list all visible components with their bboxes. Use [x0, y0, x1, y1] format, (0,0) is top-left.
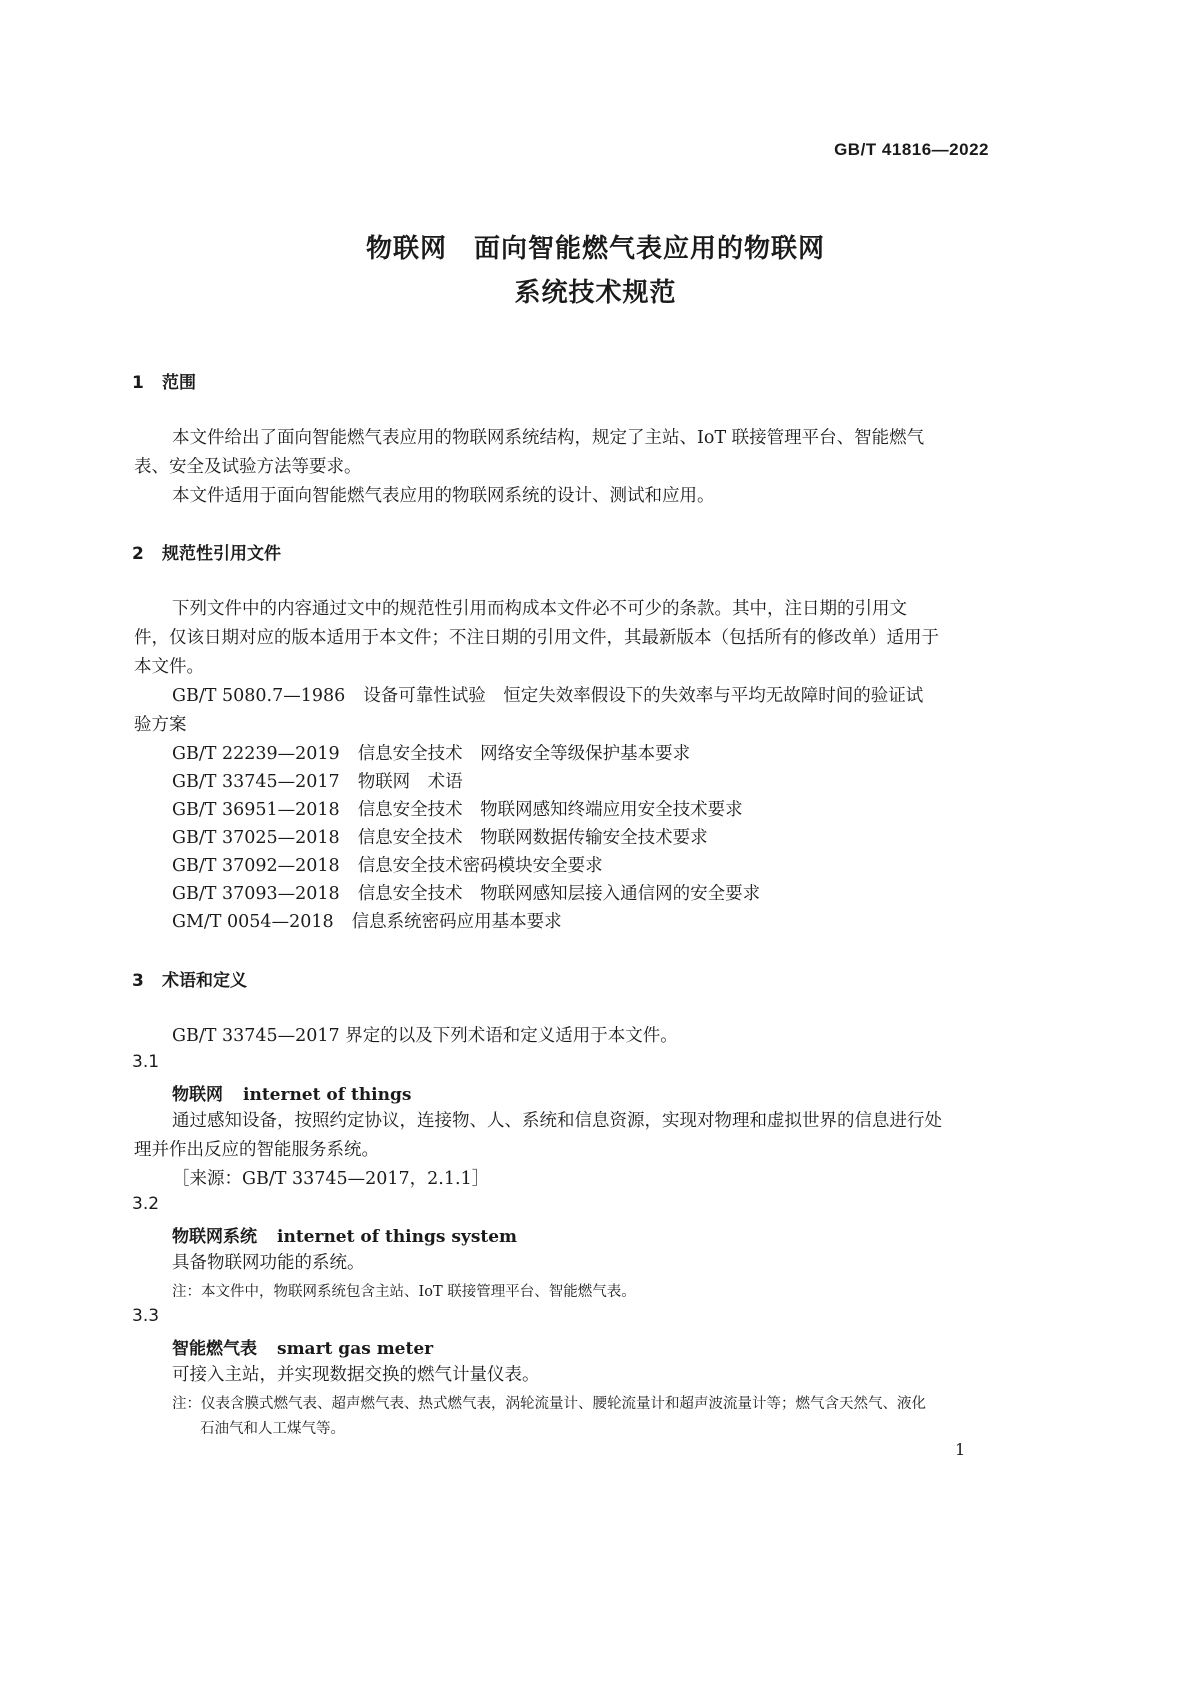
- reference-code: GB/T 22239—2019: [172, 744, 340, 764]
- reference-title: 物联网 术语: [357, 772, 463, 792]
- paragraph: 本文件。: [134, 657, 204, 677]
- page-number: 1: [955, 1440, 966, 1459]
- term-number: 3.2: [132, 1194, 160, 1214]
- term-source: ［来源：GB/T 33745—2017，2.1.1］: [172, 1169, 490, 1189]
- reference-code: GB/T 37093—2018: [172, 884, 340, 904]
- paragraph: 下列文件中的内容通过文中的规范性引用而构成本文件必不可少的条款。其中，注日期的引用文: [172, 599, 907, 619]
- reference-code: GB/T 37092—2018: [172, 856, 340, 876]
- paragraph: 本文件适用于面向智能燃气表应用的物联网系统的设计、测试和应用。: [172, 486, 715, 506]
- reference-code: GB/T 36951—2018: [172, 800, 340, 820]
- document-title-line2: 系统技术规范: [514, 278, 677, 308]
- reference-item: [172, 880, 760, 905]
- section-title: 术语和定义: [162, 971, 247, 991]
- reference-item: [172, 796, 743, 821]
- reference-item: [172, 852, 603, 877]
- reference-title: 信息系统密码应用基本要求: [351, 912, 562, 932]
- term-definition: 通过感知设备，按照约定协议，连接物、人、系统和信息资源，实现对物理和虚拟世界的信息进行处: [172, 1111, 942, 1131]
- reference-title-continued: 验方案: [134, 715, 187, 735]
- term-note-continued: 石油气和人工煤气等。: [200, 1421, 345, 1437]
- reference-item: [172, 908, 562, 933]
- document-title-line1: 物联网 面向智能燃气表应用的物联网: [365, 234, 825, 264]
- reference-code: GB/T 5080.7—1986: [172, 686, 346, 706]
- reference-item: [172, 768, 463, 793]
- term-english: smart gas meter: [277, 1339, 434, 1359]
- term-heading: [172, 1334, 433, 1359]
- term-number: 3.1: [132, 1052, 160, 1072]
- reference-title: 设备可靠性试验 恒定失效率假设下的失效率与平均无故障时间的验证试: [363, 686, 924, 706]
- term-chinese: 智能燃气表: [172, 1339, 257, 1359]
- paragraph: 表、安全及试验方法等要求。: [134, 457, 362, 477]
- term-english: internet of things system: [277, 1227, 518, 1247]
- term-heading: [172, 1222, 517, 1247]
- section-title: 规范性引用文件: [162, 544, 281, 564]
- term-definition: 具备物联网功能的系统。: [172, 1253, 365, 1273]
- term-english: internet of things: [243, 1085, 412, 1105]
- section-2-heading: [132, 539, 281, 564]
- reference-title: 信息安全技术 物联网感知层接入通信网的安全要求: [357, 884, 761, 904]
- term-note: 注：本文件中，物联网系统包含主站、IoT 联接管理平台、智能燃气表。: [172, 1284, 636, 1300]
- term-definition: 可接入主站，并实现数据交换的燃气计量仪表。: [172, 1365, 540, 1385]
- reference-title: 信息安全技术 物联网数据传输安全技术要求: [357, 828, 708, 848]
- section-1-heading: [132, 368, 196, 393]
- reference-code: GM/T 0054—2018: [172, 912, 334, 932]
- reference-item: [172, 740, 690, 765]
- term-chinese: 物联网: [172, 1085, 223, 1105]
- paragraph: 本文件给出了面向智能燃气表应用的物联网系统结构，规定了主站、IoT 联接管理平台、智能燃气: [172, 428, 925, 448]
- reference-code: GB/T 33745—2017: [172, 772, 340, 792]
- reference-item: [172, 682, 923, 707]
- section-number: 2: [132, 544, 144, 564]
- section-number: 3: [132, 971, 144, 991]
- reference-title: 信息安全技术 物联网感知终端应用安全技术要求: [357, 800, 743, 820]
- reference-title: 信息安全技术 网络安全等级保护基本要求: [357, 744, 691, 764]
- reference-title: 信息安全技术密码模块安全要求: [357, 856, 603, 876]
- reference-code: GB/T 37025—2018: [172, 828, 340, 848]
- section-title: 范围: [162, 373, 196, 393]
- paragraph: GB/T 33745—2017 界定的以及下列术语和定义适用于本文件。: [172, 1026, 678, 1046]
- standard-number: GB/T 41816—2022: [834, 140, 989, 159]
- term-number: 3.3: [132, 1306, 160, 1326]
- section-number: 1: [132, 373, 144, 393]
- paragraph: 件，仅该日期对应的版本适用于本文件；不注日期的引用文件，其最新版本（包括所有的修改单）适用于: [134, 628, 939, 648]
- reference-item: [172, 824, 708, 849]
- section-3-heading: [132, 966, 247, 991]
- term-chinese: 物联网系统: [172, 1227, 257, 1247]
- term-note: 注：仪表含膜式燃气表、超声燃气表、热式燃气表，涡轮流量计、腰轮流量计和超声波流量计等；燃气含天然气、液化: [172, 1396, 926, 1412]
- term-definition: 理并作出反应的智能服务系统。: [134, 1140, 379, 1160]
- term-heading: [172, 1080, 411, 1105]
